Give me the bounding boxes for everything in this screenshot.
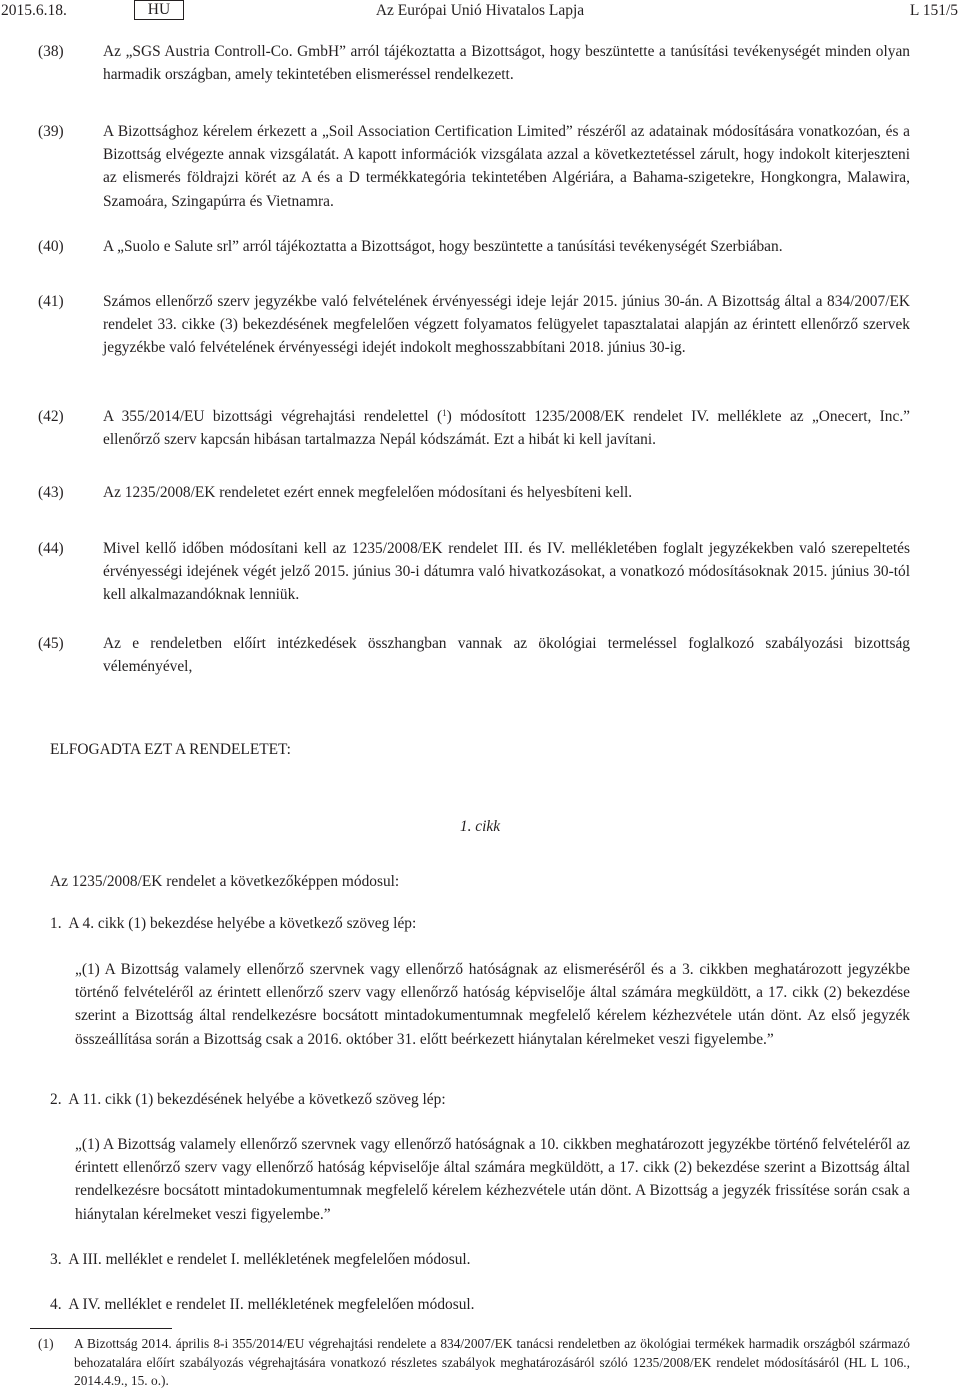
language-badge: HU: [134, 0, 184, 20]
journal-title: Az Európai Unió Hivatalos Lapja: [375, 2, 585, 19]
page-header: [0, 0, 960, 22]
recital-number: (39): [38, 123, 64, 140]
recital-text-part: A 355/2014/EU bizottsági végrehajtási rendelettel (: [103, 408, 443, 425]
amendment-2-quote: „(1) A Bizottság valamely ellenőrző szervnek vagy ellenőrző hatóságnak a 10. cikkben meghatározott jegyzékbe történő felvételéről az érintett ellenőrző szerv vagy ellenőrző hatóság képviselője által számára megküldött, a 17. cikk (2) bekezdése szerint a Bizottság által rendelkezésre bocsátott mintadokumentumnak megfelelő kérelem kézhezvétele után dönt. A Bizottság a jegyzék frissítése során csak a hiánytalan kérelmeket veszi figyelembe.”: [75, 1136, 910, 1223]
recital-text: A „Suolo e Salute srl” arról tájékoztatta a Bizottságot, hogy beszüntette a tanúsítási tevékenységét Szerbiában.: [103, 238, 783, 255]
footnote-reference: 1: [442, 408, 447, 418]
footnote-separator: [30, 1328, 172, 1329]
recital-number: (38): [38, 43, 64, 60]
recital-text: Az 1235/2008/EK rendeletet ezért ennek megfelelően módosítani és helyesbíteni kell.: [103, 484, 633, 501]
amendment-1-label: 1. A 4. cikk (1) bekezdése helyébe a következő szöveg lép:: [50, 915, 417, 932]
amendment-1-quote: „(1) A Bizottság valamely ellenőrző szervnek vagy ellenőrző hatóságnak az elismeréséről és a 3. cikkben meghatározott jegyzékbe történő felvételéről az érintett ellenőrző szerv vagy ellenőrző hatóság képviselője által számára megküldött, a 17. cikk (2) bekezdése szerint a Bizottság által rendelkezésre bocsátott mintadokumentumnak megfelelő kérelem kézhezvétele után dönt. Az első jegyzék összeállítása során a Bizottság csak a 2016. október 31. előtt beérkezett hiánytalan kérelmeket veszi figyelembe.”: [75, 961, 910, 1048]
publication-date: 2015.6.18.: [1, 2, 67, 19]
page-number: L 151/5: [909, 2, 958, 19]
recital-number: (44): [38, 540, 64, 557]
recital-number: (41): [38, 293, 64, 310]
recital-number: (42): [38, 408, 64, 425]
amendment-3: 3. A III. melléklet e rendelet I. mellékletének megfelelően módosul.: [50, 1251, 471, 1268]
recital-text: Az e rendeletben előírt intézkedések összhangban vannak az ökológiai termeléssel foglalkozó szabályozási bizottság véleményével,: [103, 635, 910, 676]
footnote-text: A Bizottság 2014. április 8-i 355/2014/EU végrehajtási rendelete a 834/2007/EK tanácsi rendeletben az ökológiai termékek harmadik országból származó behozatalára előírt szabályozás végrehajtására vonatkozó részletes szabályok meghatározásáról szóló 1235/2008/EK rendelet módosításáról (HL L 106., 2014.4.9., 15. o.).: [74, 1336, 910, 1388]
recital-text: Az „SGS Austria Controll-Co. GmbH” arról tájékoztatta a Bizottságot, hogy beszüntette a tanúsítási tevékenységét minden olyan harmadik országban, amely tekintetében elismeréssel rendelkezett.: [103, 43, 910, 84]
recital-text: A Bizottsághoz kérelem érkezett a „Soil Association Certification Limited” részéről az adatainak módosítására vonatkozóan, és a Bizottság elvégezte annak vizsgálatát. A kapott információk vizsgálata azzal a következtetéssel zárult, hogy indokolt kiterjeszteni az elismerés földrajzi körét az A és a D termékkategória tekintetében Algériára, a Bahama-szigetekre, Hongkongra, Malawira, Szamoára, Szingapúrra és Vietnamra.: [103, 123, 910, 210]
adoption-formula: ELFOGADTA EZT A RENDELETET:: [50, 741, 291, 758]
recital-text: Számos ellenőrző szerv jegyzékbe való felvételének érvényességi ideje lejár 2015. június 30-án. A Bizottság által a 834/2007/EK rendelet 33. cikke (3) bekezdésének megfelelően végzett folyamatos felügyelet tapasztalatai alapján az érintett ellenőrző szervek jegyzékbe való felvételének érvényességi idejét indokolt meghosszabbítani 2018. június 30-ig.: [103, 293, 910, 357]
recital-text-part: ) módosított 1235/2008/EK rendelet IV. melléklete az „Onecert, Inc.” ellenőrző szerv kapcsán hibásan tartalmazza Nepál kódszámát. Ezt a hibát ki kell javítani.: [103, 408, 910, 449]
recital-number: (43): [38, 484, 64, 501]
recital-number: (40): [38, 238, 64, 255]
article-title: 1. cikk: [459, 818, 501, 835]
recital-text: Mivel kellő időben módosítani kell az 1235/2008/EK rendelet III. és IV. mellékletében foglalt jegyzékekben való szerepeltetés érvényességi idejének végét jelző 2015. június 30-i dátumra való hivatkozásokat, a vonatkozó módosításoknak 2015. június 30-tól kell alkalmazandóknak lenniük.: [103, 540, 910, 604]
recital-number: (45): [38, 635, 64, 652]
footnote-mark: (1): [38, 1336, 54, 1351]
recital-text: [103, 405, 910, 451]
article-intro: Az 1235/2008/EK rendelet a következőképpen módosul:: [50, 873, 400, 890]
amendment-4: 4. A IV. melléklet e rendelet II. mellékletének megfelelően módosul.: [50, 1296, 475, 1313]
amendment-2-label: 2. A 11. cikk (1) bekezdésének helyébe a következő szöveg lép:: [50, 1091, 446, 1108]
